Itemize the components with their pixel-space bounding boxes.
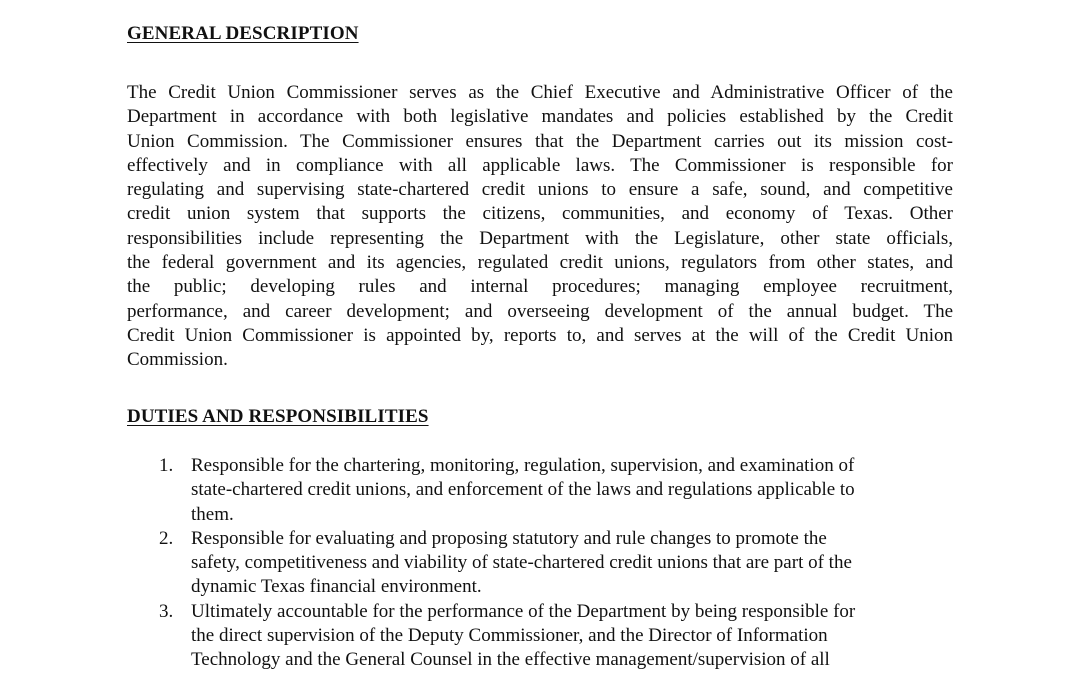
- duty-line: Responsible for the chartering, monitoring, regulation, supervision, and examination of: [191, 455, 855, 476]
- duty-line: Responsible for evaluating and proposing statutory and rule changes to promote the: [191, 527, 827, 549]
- duty-item: [0, 527, 951, 600]
- paragraph-line: The Credit Union Commissioner serves as the Chief Executive and Administrative Officer of the: [127, 82, 953, 103]
- duty-line: them.: [191, 503, 234, 525]
- general-description-paragraph: [127, 81, 953, 373]
- paragraph-line: credit union system that supports the citizens, communities, and economy of Texas. Other: [127, 203, 953, 225]
- paragraph-line: Commission.: [127, 349, 228, 371]
- duty-item: [0, 600, 951, 673]
- paragraph-line: effectively and in compliance with all applicable laws. The Commissioner is responsible for: [127, 154, 953, 176]
- paragraph-line: Union Commission. The Commissioner ensures that the Department carries out its mission cost-: [127, 130, 953, 152]
- paragraph-line: Department in accordance with both legislative mandates and policies established by the Credit: [127, 106, 953, 128]
- paragraph-line: regulating and supervising state-chartered credit unions to ensure a safe, sound, and competitive: [127, 179, 953, 201]
- duty-line: dynamic Texas financial environment.: [191, 576, 482, 598]
- duty-number: 1.: [159, 455, 174, 476]
- duty-line: the direct supervision of the Deputy Commissioner, and the Director of Information: [191, 625, 828, 647]
- duty-line: Ultimately accountable for the performance of the Department by being responsible for: [191, 600, 856, 622]
- duty-number: 3.: [159, 600, 174, 622]
- paragraph-line: the public; developing rules and internal procedures; managing employee recruitment,: [127, 276, 953, 298]
- duties-heading: DUTIES AND RESPONSIBILITIES: [127, 406, 429, 427]
- paragraph-line: responsibilities include representing the Department with the Legislature, other state officials,: [127, 227, 953, 249]
- duty-number: 2.: [159, 527, 174, 549]
- duty-line: Technology and the General Counsel in the effective management/supervision of all: [191, 649, 830, 671]
- paragraph-line: Credit Union Commissioner is appointed by, reports to, and serves at the will of the Credit Union: [127, 324, 953, 346]
- duty-line: state-chartered credit unions, and enforcement of the laws and regulations applicable to: [191, 479, 855, 501]
- paragraph-line: performance, and career development; and overseeing development of the annual budget. The: [127, 300, 953, 322]
- paragraph-line: the federal government and its agencies, regulated credit unions, regulators from other states, and: [127, 252, 953, 274]
- duty-line: safety, competitiveness and viability of state-chartered credit unions that are part of the: [191, 552, 852, 574]
- duty-item: [0, 454, 951, 527]
- duties-list: [0, 454, 1080, 673]
- general-description-heading: GENERAL DESCRIPTION: [127, 23, 359, 44]
